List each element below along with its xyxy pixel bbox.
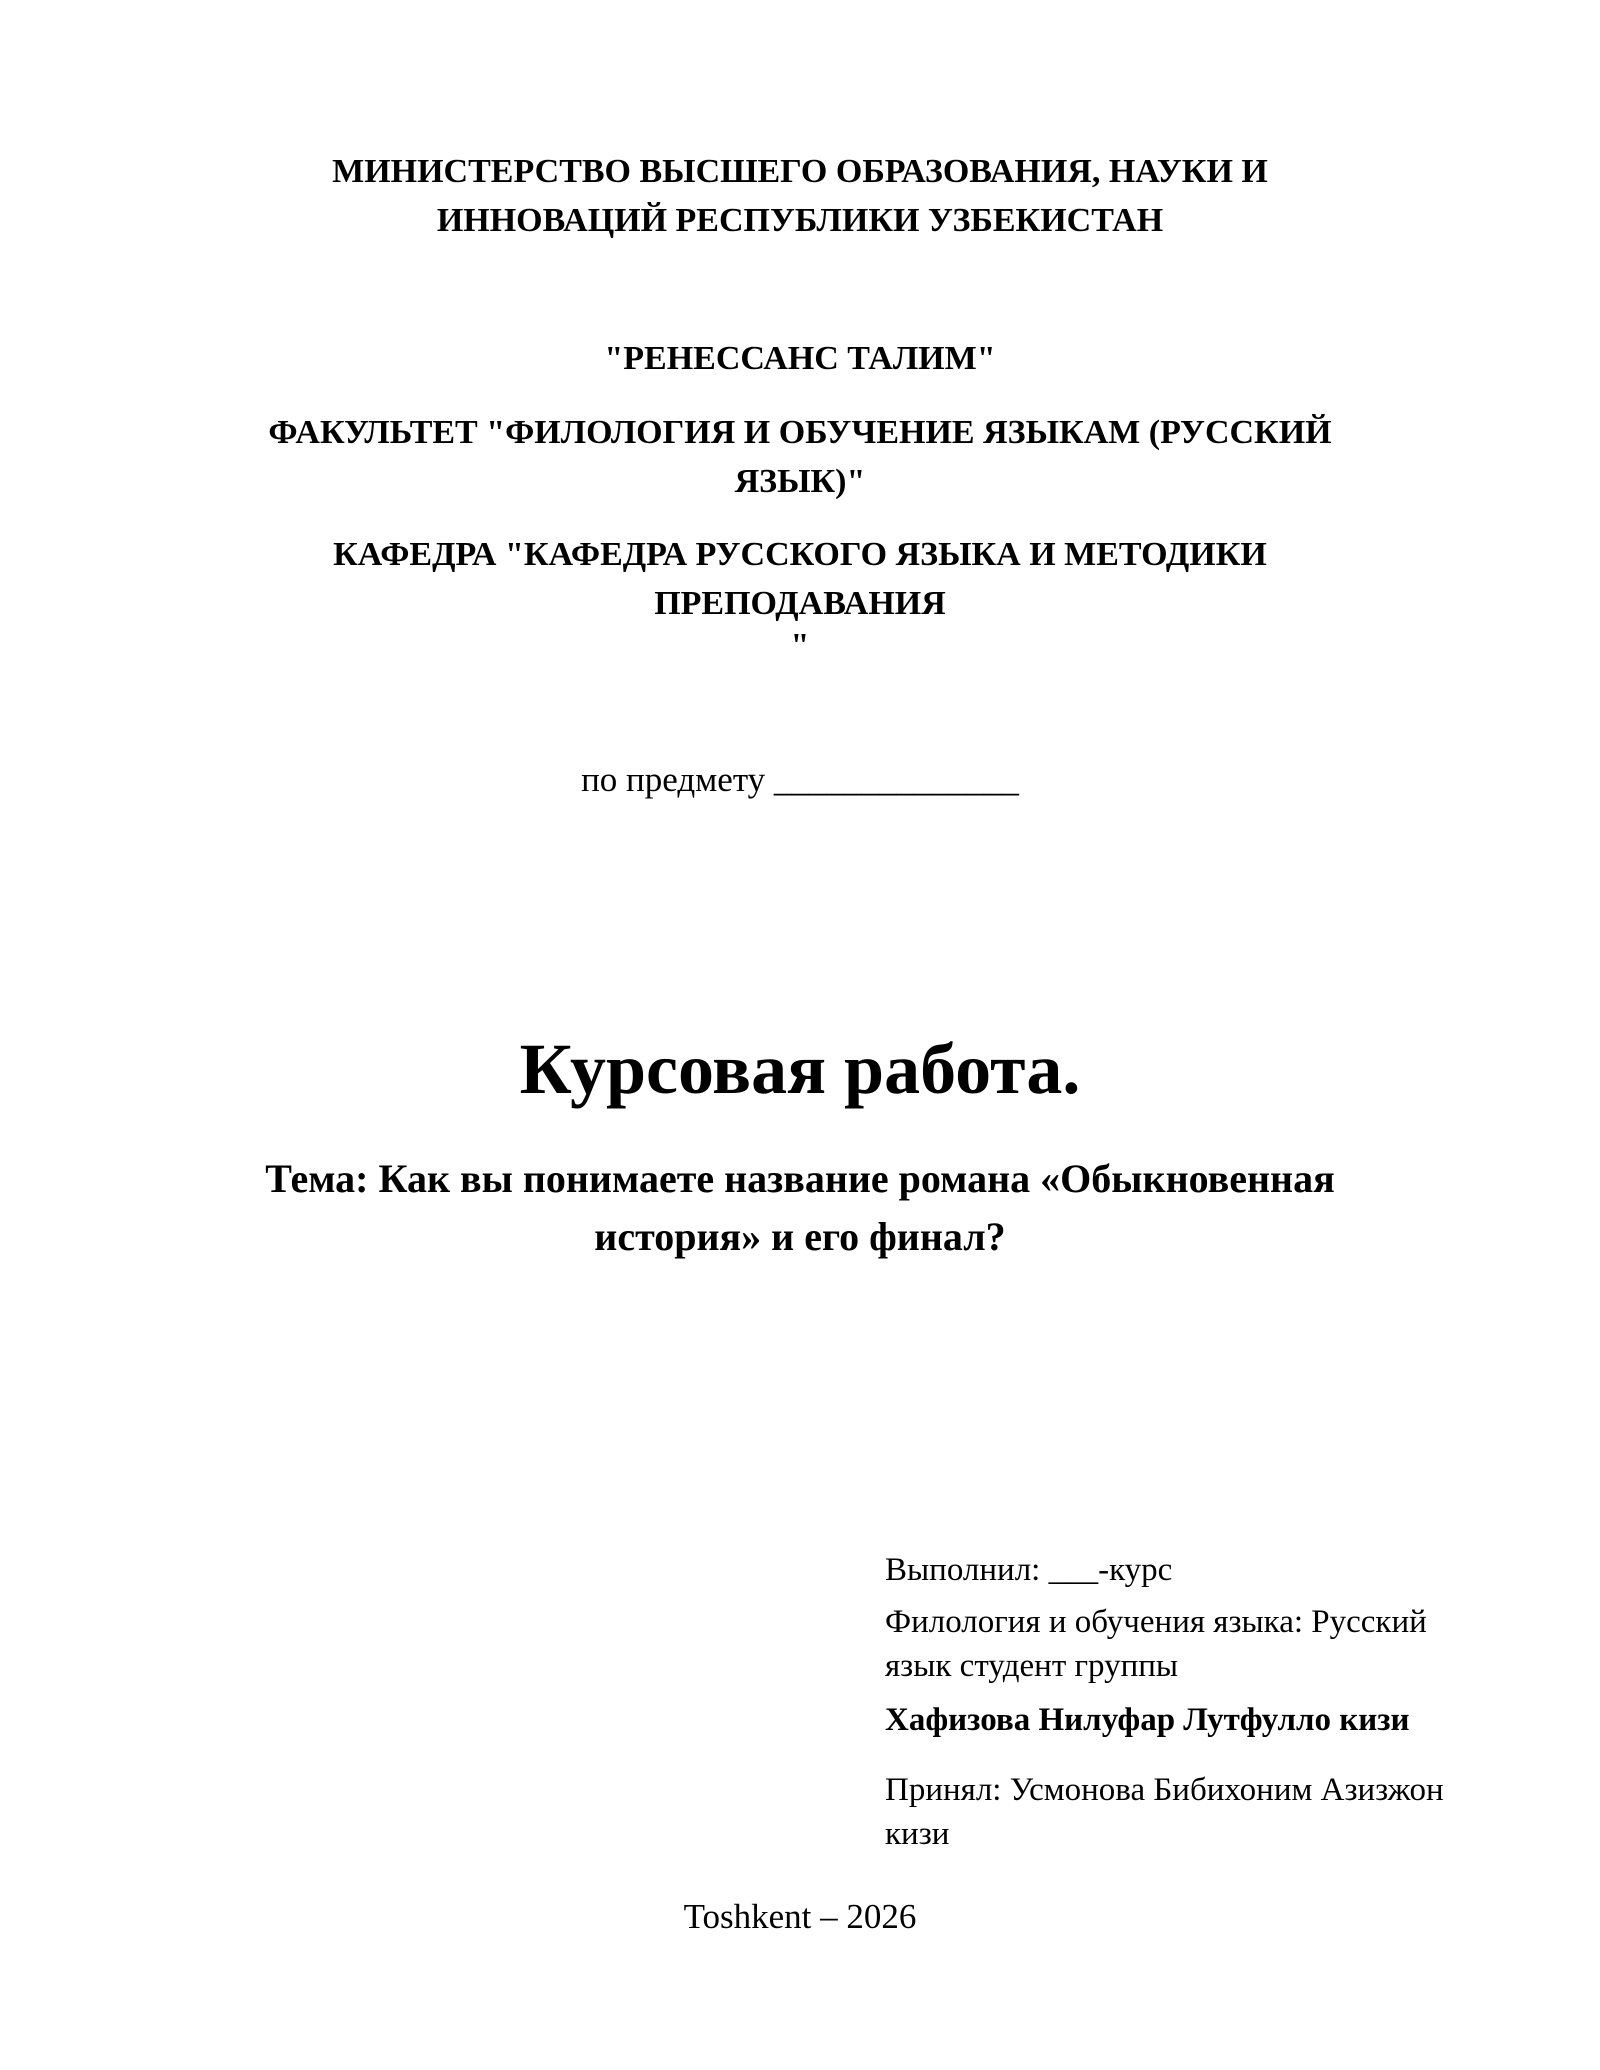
- student-name: Хафизова Нилуфар Лутфулло кизи: [885, 1702, 1410, 1738]
- topic-line-1: Тема: Как вы понимаете название романа «Обыкновенная: [265, 1156, 1335, 1201]
- subject-line: по предмету ______________: [581, 760, 1019, 799]
- department-line-1: КАФЕДРА "КАФЕДРА РУССКОГО ЯЗЫКА И МЕТОДИКИ: [333, 536, 1267, 573]
- department-line-3: ": [790, 627, 810, 664]
- author-info: [885, 1548, 1525, 1856]
- topic-line-2: история» и его финал?: [594, 1214, 1006, 1259]
- city-year: Toshkent – 2026: [683, 1897, 917, 1936]
- program-line-1: Филология и обучения языка: Русский: [885, 1604, 1427, 1640]
- institution-name: [0, 334, 1600, 383]
- institution-label: "РЕНЕССАНС ТАЛИМ": [604, 340, 996, 377]
- faculty-line-1: ФАКУЛЬТЕТ "ФИЛОЛОГИЯ И ОБУЧЕНИЕ ЯЗЫКАМ (РУССКИЙ: [268, 414, 1332, 451]
- topic-heading: [0, 1150, 1600, 1266]
- faculty-line-2: ЯЗЫК)": [734, 463, 866, 500]
- accepted-by-line-2: кизи: [885, 1816, 950, 1852]
- ministry-heading: [0, 147, 1600, 245]
- department-line-2: ПРЕПОДАВАНИЯ: [654, 585, 946, 622]
- faculty-heading: [0, 408, 1600, 506]
- document-title: Курсовая работа.: [519, 1029, 1081, 1109]
- accepted-by-line-1: Принял: Усмонова Бибихоним Азизжон: [885, 1772, 1444, 1808]
- program-line-2: язык студент группы: [885, 1648, 1179, 1684]
- department-heading: [0, 530, 1600, 664]
- completed-by: Выполнил: ___-курс: [885, 1552, 1173, 1588]
- ministry-line-2: ИННОВАЦИЙ РЕСПУБЛИКИ УЗБЕКИСТАН: [436, 202, 1164, 239]
- ministry-line-1: МИНИСТЕРСТВО ВЫСШЕГО ОБРАЗОВАНИЯ, НАУКИ И: [332, 153, 1268, 190]
